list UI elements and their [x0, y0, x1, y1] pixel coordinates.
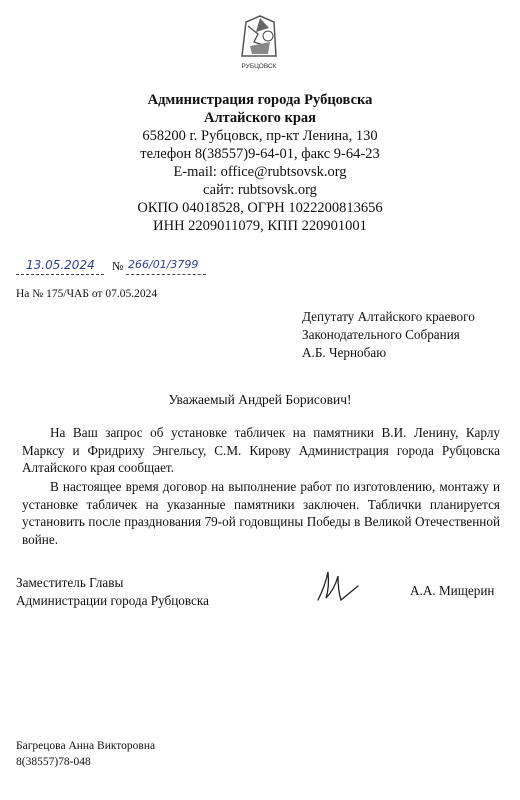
org-name-line1: Администрация города Рубцовска: [147, 92, 373, 108]
executor-name: Багрецова Анна Викторовна: [16, 740, 156, 752]
date-underline: [16, 274, 104, 275]
handwritten-signature: [314, 566, 360, 606]
reference-line: На № 175/ЧАБ от 07.05.2024: [16, 288, 158, 300]
signer-position-line2: Администрации города Рубцовска: [16, 593, 209, 608]
org-address: 658200 г. Рубцовск, пр-кт Ленина, 130: [142, 128, 378, 144]
org-okpo: ОКПО 04018528, ОГРН 1022200813656: [137, 200, 383, 216]
registration-number: 266/01/3799: [128, 258, 199, 271]
registration-line: [16, 258, 206, 278]
recipient-line1: Депутату Алтайского краевого: [302, 309, 475, 324]
emblem-caption: РУБЦОВСК: [241, 63, 277, 70]
registration-date: 13.05.2024: [26, 258, 95, 272]
org-site: сайт: rubtsovsk.org: [203, 182, 317, 198]
number-underline: [126, 274, 206, 275]
signer-position: [16, 574, 209, 610]
city-emblem: [236, 12, 282, 78]
org-inn: ИНН 2209011079, КПП 220901001: [153, 218, 367, 234]
city-emblem-icon: [236, 12, 282, 78]
registration-number-label: №: [112, 259, 124, 273]
salutation: Уважаемый Андрей Борисович!: [168, 392, 352, 407]
signer-name: А.А. Мищерин: [410, 583, 495, 598]
body-paragraph-1: На Ваш запрос об установке табличек на памятники В.И. Ленину, Карлу Марксу и Фридриху Энгельсу, С.М. Кирову Администрация города Рубцовска Алтайского края сообщает.: [22, 425, 500, 475]
recipient-line2: Законодательного Собрания: [302, 327, 460, 342]
recipient-line3: А.Б. Чернобаю: [302, 345, 387, 360]
executor-block: [16, 738, 155, 770]
org-name-line2: Алтайского края: [204, 110, 316, 126]
signer-position-line1: Заместитель Главы: [16, 575, 124, 590]
body-paragraph-2: В настоящее время договор на выполнение работ по изготовлению, монтажу и установке табличек на указанные памятники заключен. Таблички планируется установить после празднования 79-ой годовщины Победы в Великой Отечественной войне.: [22, 479, 500, 547]
signature-icon: [314, 566, 360, 606]
recipient-block: [302, 308, 475, 362]
executor-phone: 8(38557)78-048: [16, 756, 91, 768]
org-email: E-mail: office@rubtsovsk.org: [173, 164, 347, 180]
org-phone: телефон 8(38557)9-64-01, факс 9-64-23: [140, 146, 380, 162]
